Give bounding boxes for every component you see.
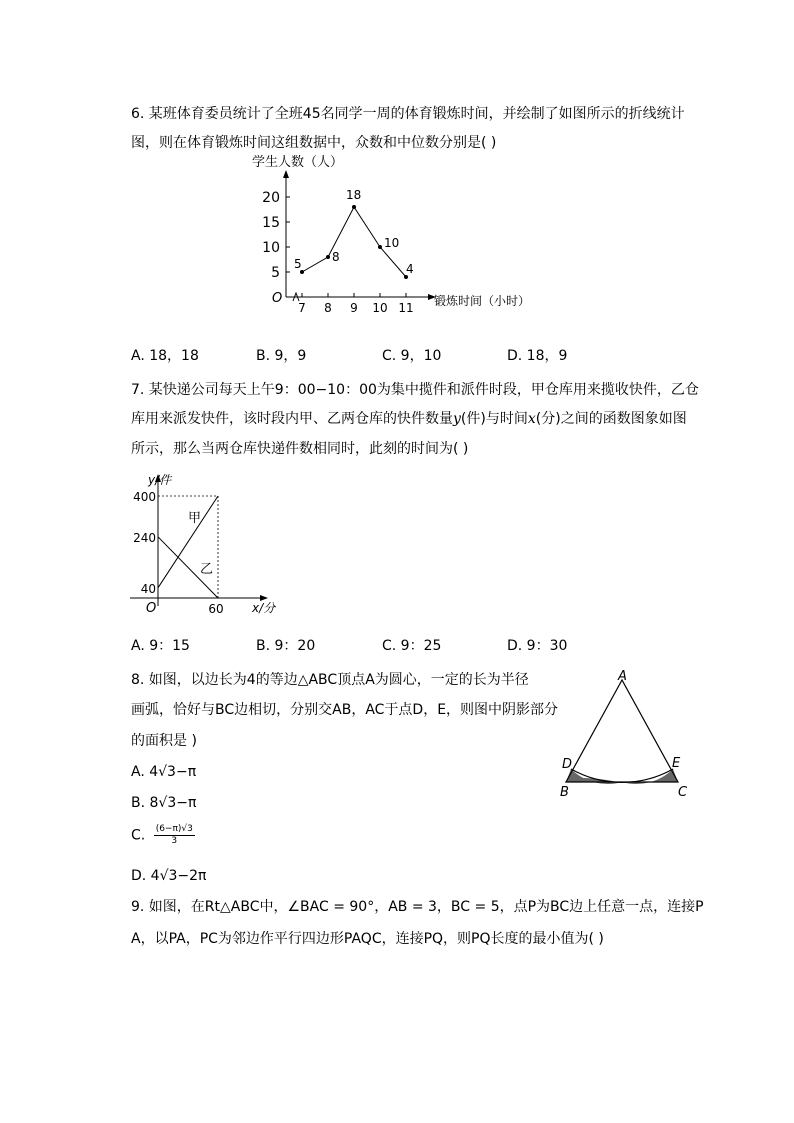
q6-data-point xyxy=(378,245,382,249)
q8-option-c-label: C. xyxy=(131,827,146,844)
q8-option-c-fraction xyxy=(154,824,195,847)
q6-chart xyxy=(250,152,550,312)
q6-option-a[interactable]: A. 18，18 xyxy=(131,348,199,364)
q8-label-d: D xyxy=(562,757,573,772)
q7-y-axis-label: y/件 xyxy=(148,473,172,487)
q8-option-a[interactable]: A. 4√3−π xyxy=(131,764,197,780)
q8-label-c: C xyxy=(678,785,688,800)
q6-x-tick-label: 8 xyxy=(324,301,332,312)
q8-line2: 画弧，恰好与BC边相切，分别交AB，AC于点D，E，则图中阴影部分 xyxy=(131,702,559,718)
q6-y-tick-label: 5 xyxy=(271,265,280,281)
q6-data-point xyxy=(326,255,330,259)
q6-x-tick-label: 10 xyxy=(372,301,388,312)
q7-label-yi: 乙 xyxy=(200,562,214,577)
q7-y-tick-label: 400 xyxy=(133,490,156,504)
q9-line2: A，以PA，PC为邻边作平行四边形PAQC，连接PQ，则PQ长度的最小值为( ) xyxy=(131,931,604,947)
q8-line1: 8. 如图，以边长为4的等边△ABC顶点A为圆心，一定的长为半径 xyxy=(131,672,529,688)
q8-triangle xyxy=(566,680,678,782)
q7-option-d[interactable]: D. 9：30 xyxy=(507,638,568,654)
q8-option-c-denominator: 3 xyxy=(171,836,178,846)
q6-data-point xyxy=(352,205,356,209)
q7-label-jia: 甲 xyxy=(188,511,202,526)
q8-label-b: B xyxy=(560,785,569,800)
q9-line1: 9. 如图，在Rt△ABC中，∠BAC = 90°，AB = 3，BC = 5，点P为BC边上任意一点，连接P xyxy=(131,899,704,915)
q7-option-a[interactable]: A. 9：15 xyxy=(131,638,190,654)
q8-line3: 的面积是 ) xyxy=(131,733,197,749)
q6-y-tick-label: 20 xyxy=(262,190,280,206)
q7-x-var: x xyxy=(527,411,536,427)
q6-line2: 图，则在体育锻炼时间这组数据中，众数和中位数分别是( ) xyxy=(131,135,497,151)
q6-y-tick-label: 10 xyxy=(262,240,280,256)
q6-option-d[interactable]: D. 18，9 xyxy=(507,348,568,364)
q7-line2a: 库用来派发快件，该时段内甲、乙两仓库的快件数量 xyxy=(131,411,453,427)
q7-y-tick-label: 240 xyxy=(133,530,156,545)
q6-data-label: 8 xyxy=(332,250,340,264)
q6-origin-label: O xyxy=(272,291,283,306)
q6-x-tick-label: 7 xyxy=(298,301,306,312)
q7-line3: 所示，那么当两仓库快递件数相同时，此刻的时间为( ) xyxy=(131,441,469,457)
q6-option-c[interactable]: C. 9，10 xyxy=(382,348,442,364)
q7-y-var: y xyxy=(453,411,461,427)
q6-y-axis-label: 学生人数（人） xyxy=(252,155,344,170)
q7-line1: 7. 某快递公司每天上午9：00−10：00为集中揽件和派件时段，甲仓库用来揽收快件，乙仓 xyxy=(131,382,699,398)
q8-label-e: E xyxy=(672,756,681,771)
q6-data-label: 5 xyxy=(294,257,302,271)
q6-x-tick-label: 9 xyxy=(350,301,358,312)
q6-data-label: 18 xyxy=(346,188,362,202)
q6-option-b[interactable]: B. 9，9 xyxy=(256,348,307,364)
q7-origin-label: O xyxy=(146,601,157,616)
q8-option-d[interactable]: D. 4√3−2π xyxy=(131,868,207,884)
q8-label-a: A xyxy=(618,669,627,684)
q7-line2b: (件)与时间 xyxy=(460,411,528,427)
q6-y-tick-label: 15 xyxy=(262,215,280,231)
q8-option-b[interactable]: B. 8√3−π xyxy=(131,795,197,811)
q7-x-tick-label: 60 xyxy=(208,602,224,616)
q6-line1: 6. 某班体育委员统计了全班45名同学一周的体育锻炼时间，并绘制了如图所示的折线统计 xyxy=(131,106,685,122)
q6-data-label: 10 xyxy=(384,236,400,250)
q7-line2 xyxy=(131,409,687,429)
q6-data-label: 4 xyxy=(406,262,414,276)
q7-chart xyxy=(128,470,288,620)
q6-x-axis-label: 锻炼时间（小时） xyxy=(434,294,531,308)
q8-option-c-numerator: (6−π)√3 xyxy=(155,824,193,834)
q6-x-tick-label: 11 xyxy=(398,301,414,312)
q7-option-b[interactable]: B. 9：20 xyxy=(256,638,316,654)
q8-triangle-figure xyxy=(558,668,698,808)
q8-option-c[interactable] xyxy=(131,824,195,847)
q7-line2c: (分)之间的函数图象如图 xyxy=(535,411,687,427)
q7-option-c[interactable]: C. 9：25 xyxy=(382,638,442,654)
q6-y-arrow xyxy=(283,170,289,178)
q7-x-axis-label: x/分 xyxy=(252,601,276,615)
q7-y-tick-label: 40 xyxy=(140,581,156,596)
